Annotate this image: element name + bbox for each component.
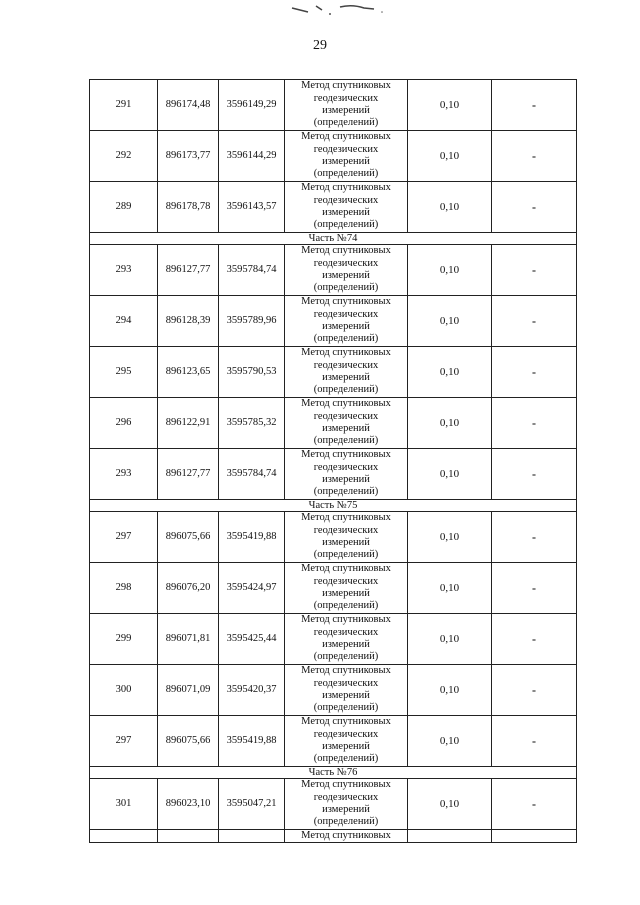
method-line: измерений [322,321,370,332]
x-coordinate-cell [158,830,219,843]
method-line: Метод спутниковых [301,398,391,410]
method-line: измерений [322,372,370,383]
method-line: геодезических [313,791,379,803]
method-line: (определений) [313,651,379,663]
method-line: Метод спутниковых [301,716,391,728]
method-line: измерений [322,207,370,218]
method-line: Метод спутниковых [301,80,391,92]
table-row [90,80,577,131]
point-number-cell: 296 [90,398,158,449]
method-line: (определений) [313,384,379,396]
method-cell [285,563,408,614]
table-row [90,296,577,347]
error-cell: 0,10 [408,245,492,296]
part-header: Часть №74 [90,233,577,245]
method-line: (определений) [313,549,379,561]
error-cell: 0,10 [408,347,492,398]
point-number-cell: 292 [90,131,158,182]
table-row [90,245,577,296]
point-number-cell [90,830,158,843]
x-coordinate-cell: 896076,20 [158,563,219,614]
scan-stamp-mark [290,2,400,20]
method-line: (определений) [313,282,379,294]
method-line: измерений [322,423,370,434]
method-line: геодезических [313,308,379,320]
method-line: Метод спутниковых [301,182,391,194]
note-cell: - [492,779,577,830]
x-coordinate-cell: 896075,66 [158,716,219,767]
y-coordinate-cell: 3595784,74 [219,449,285,500]
table-row [90,665,577,716]
point-number-cell: 293 [90,449,158,500]
point-number-cell: 293 [90,245,158,296]
method-line: геодезических [313,461,379,473]
error-cell [408,830,492,843]
method-cell [285,512,408,563]
y-coordinate-cell: 3596143,57 [219,182,285,233]
note-cell: - [492,296,577,347]
table-row [90,563,577,614]
point-number-cell: 295 [90,347,158,398]
method-line: геодезических [313,575,379,587]
error-cell: 0,10 [408,779,492,830]
method-line: (определений) [313,486,379,498]
y-coordinate-cell: 3595424,97 [219,563,285,614]
y-coordinate-cell: 3595419,88 [219,716,285,767]
method-line: измерений [322,639,370,650]
error-cell: 0,10 [408,614,492,665]
method-line: измерений [322,156,370,167]
y-coordinate-cell: 3595425,44 [219,614,285,665]
x-coordinate-cell: 896123,65 [158,347,219,398]
y-coordinate-cell: 3595784,74 [219,245,285,296]
table-row [90,347,577,398]
method-line: геодезических [313,257,379,269]
note-cell: - [492,398,577,449]
method-line: (определений) [313,333,379,345]
table-row [90,449,577,500]
method-line: (определений) [313,753,379,765]
method-line: измерений [322,588,370,599]
method-line: Метод спутниковых [301,563,391,575]
x-coordinate-cell: 896127,77 [158,245,219,296]
point-number-cell: 297 [90,716,158,767]
method-cell [285,716,408,767]
error-cell: 0,10 [408,563,492,614]
coordinates-table [89,79,577,843]
method-line: Метод спутниковых [301,512,391,524]
method-line: измерений [322,690,370,701]
point-number-cell: 298 [90,563,158,614]
note-cell: - [492,614,577,665]
method-line: геодезических [313,524,379,536]
method-cell [285,347,408,398]
method-line: геодезических [313,410,379,422]
y-coordinate-cell: 3596144,29 [219,131,285,182]
error-cell: 0,10 [408,131,492,182]
method-line: (определений) [313,435,379,447]
method-cell [285,779,408,830]
error-cell: 0,10 [408,182,492,233]
x-coordinate-cell: 896173,77 [158,131,219,182]
note-cell: - [492,245,577,296]
table-row [90,716,577,767]
method-line: Метод спутниковых [301,296,391,308]
part-header-row [90,500,577,512]
note-cell: - [492,131,577,182]
table-row [90,512,577,563]
page-number: 29 [313,38,327,53]
x-coordinate-cell: 896122,91 [158,398,219,449]
point-number-cell: 289 [90,182,158,233]
x-coordinate-cell: 896178,78 [158,182,219,233]
method-cell [285,131,408,182]
note-cell: - [492,80,577,131]
y-coordinate-cell [219,830,285,843]
method-line: геодезических [313,194,379,206]
error-cell: 0,10 [408,716,492,767]
method-cell [285,80,408,131]
x-coordinate-cell: 896174,48 [158,80,219,131]
point-number-cell: 299 [90,614,158,665]
table-row [90,398,577,449]
method-line: Метод спутниковых [301,779,391,791]
method-line: Метод спутниковых [301,245,391,257]
note-cell: - [492,665,577,716]
method-line: измерений [322,105,370,116]
method-line: геодезических [313,626,379,638]
x-coordinate-cell: 896071,09 [158,665,219,716]
note-cell: - [492,512,577,563]
method-cell [285,449,408,500]
note-cell: - [492,563,577,614]
error-cell: 0,10 [408,296,492,347]
method-cell [285,296,408,347]
part-header: Часть №76 [90,767,577,779]
method-line: Метод спутниковых [301,665,391,677]
x-coordinate-cell: 896071,81 [158,614,219,665]
method-line: измерений [322,804,370,815]
coordinates-table-body [90,80,577,843]
x-coordinate-cell: 896127,77 [158,449,219,500]
point-number-cell: 294 [90,296,158,347]
method-line: (определений) [313,219,379,231]
y-coordinate-cell: 3595790,53 [219,347,285,398]
error-cell: 0,10 [408,512,492,563]
method-line: геодезических [313,359,379,371]
method-cell: Метод спутниковых [285,830,408,843]
x-coordinate-cell: 896128,39 [158,296,219,347]
method-line: геодезических [313,143,379,155]
error-cell: 0,10 [408,449,492,500]
method-line: геодезических [313,92,379,104]
method-line: (определений) [313,816,379,828]
method-line: (определений) [313,600,379,612]
method-cell [285,398,408,449]
table-row [90,131,577,182]
part-header: Часть №75 [90,500,577,512]
point-number-cell: 300 [90,665,158,716]
y-coordinate-cell: 3595420,37 [219,665,285,716]
method-line: (определений) [313,117,379,129]
error-cell: 0,10 [408,665,492,716]
error-cell: 0,10 [408,398,492,449]
note-cell: - [492,449,577,500]
part-header-row [90,767,577,779]
method-line: Метод спутниковых [301,347,391,359]
method-line: геодезических [313,677,379,689]
note-cell: - [492,716,577,767]
method-line: Метод спутниковых [301,449,391,461]
method-cell [285,245,408,296]
method-cell [285,182,408,233]
y-coordinate-cell: 3595047,21 [219,779,285,830]
table-row [90,614,577,665]
note-cell: - [492,182,577,233]
method-line: Метод спутниковых [301,131,391,143]
method-cell [285,614,408,665]
note-cell [492,830,577,843]
x-coordinate-cell: 896023,10 [158,779,219,830]
method-line: измерений [322,270,370,281]
point-number-cell: 297 [90,512,158,563]
note-cell: - [492,347,577,398]
method-cell [285,665,408,716]
method-line: измерений [322,474,370,485]
method-line: измерений [322,741,370,752]
point-number-cell: 291 [90,80,158,131]
method-line: Метод спутниковых [301,614,391,626]
method-line: измерений [322,537,370,548]
x-coordinate-cell: 896075,66 [158,512,219,563]
error-cell: 0,10 [408,80,492,131]
method-line: (определений) [313,702,379,714]
point-number-cell: 301 [90,779,158,830]
table-row [90,182,577,233]
table-row [90,779,577,830]
y-coordinate-cell: 3595419,88 [219,512,285,563]
y-coordinate-cell: 3596149,29 [219,80,285,131]
y-coordinate-cell: 3595789,96 [219,296,285,347]
method-line: геодезических [313,728,379,740]
table-row-partial [90,830,577,843]
y-coordinate-cell: 3595785,32 [219,398,285,449]
part-header-row [90,233,577,245]
method-line: (определений) [313,168,379,180]
